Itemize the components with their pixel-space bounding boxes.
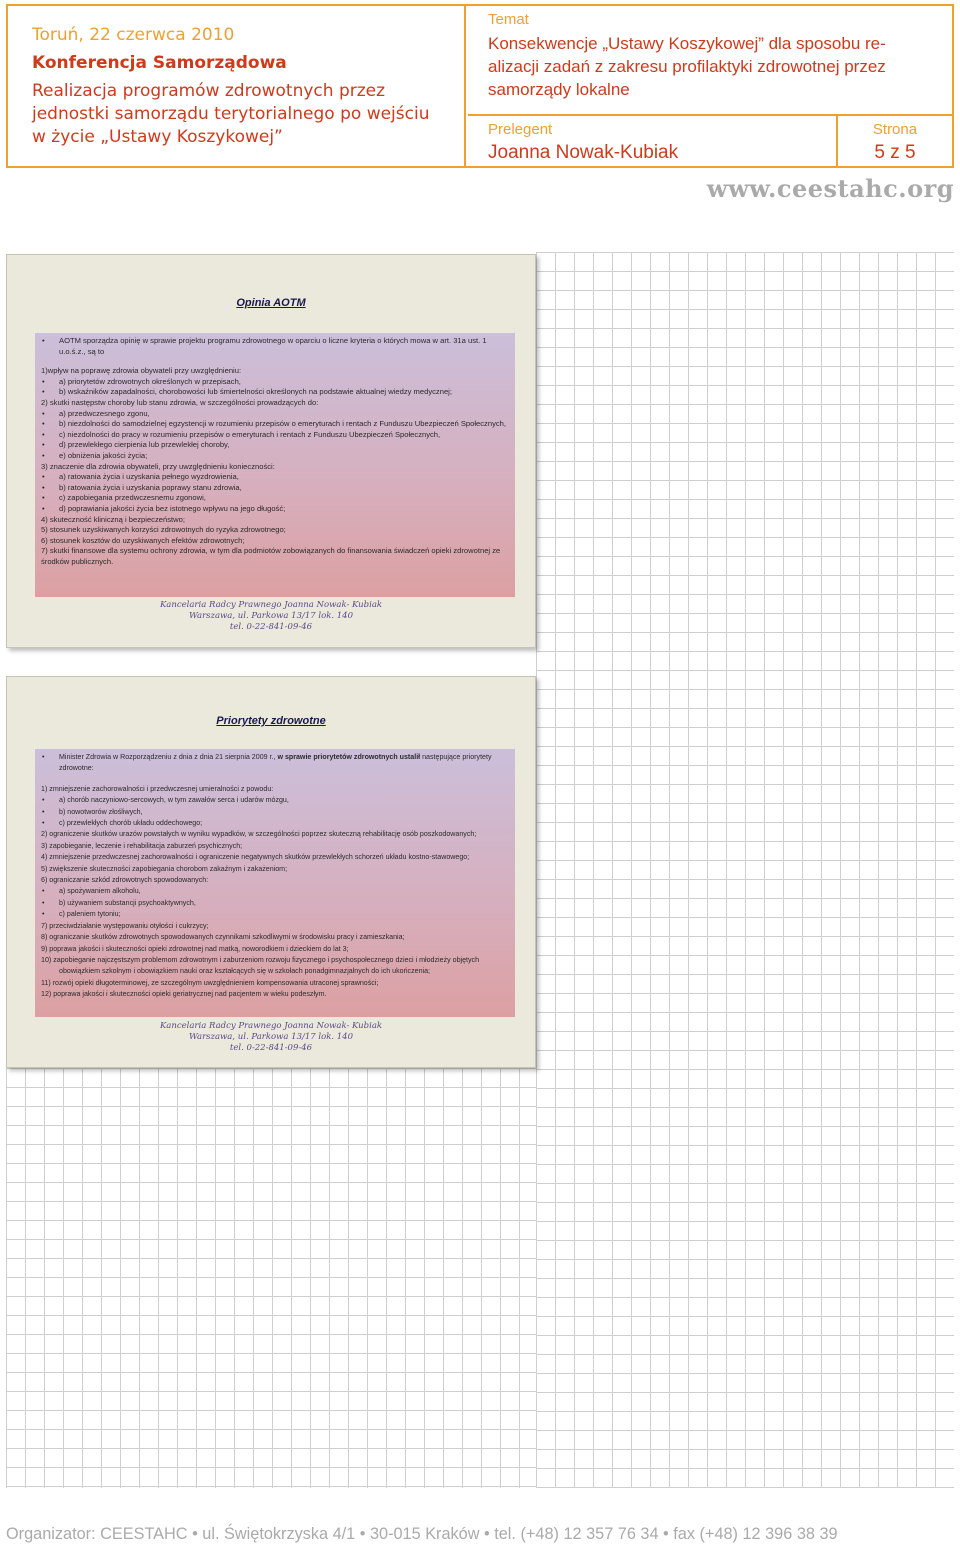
slide-content (35, 333, 515, 597)
bullet-item: • a) priorytetów zdrowotnych określonych w przepisach, (41, 377, 509, 388)
presentation-info (468, 6, 952, 166)
list-item (41, 752, 509, 775)
footer-line: tel. 0-22-841-09-46 (229, 1043, 313, 1053)
list-item: 9) poprawa jakości i skuteczności opieki zdrowotnej nad matką, noworodkiem i dzieckiem do lat 3; (41, 944, 349, 953)
list-item: 5) zwiększenie skuteczności zapobiegania chorobom zakaźnym i zakażeniom; (41, 864, 288, 873)
slide-footer (7, 600, 535, 633)
notes-grid (536, 252, 954, 1488)
slide-title: Priorytety zdrowotne (216, 715, 326, 727)
topic-cell (468, 6, 952, 116)
list-item: 3) znaczenie dla zdrowia obywateli, przy uwzględnieniu konieczności: (41, 461, 275, 471)
list-item: 11) rozwój opieki długoterminowej, ze szczególnym uwzględnieniem kompensowania utraconej sprawności; (41, 978, 379, 987)
document-header (6, 4, 954, 168)
bullet-item: • b) wskaźników zapadalności, chorobowości lub śmiertelności określonych na podstawie aktualnej wiedzy medycznej; (41, 387, 509, 398)
bullet-item: • a) przedwczesnego zgonu, (41, 409, 509, 420)
conference-info (8, 6, 466, 166)
footer-line: Kancelaria Radcy Prawnego Joanna Nowak- Kubiak (159, 1021, 383, 1031)
list-item: 6) ograniczanie szkód zdrowotnych spowodowanych: (41, 876, 209, 885)
slide-content (35, 749, 515, 1017)
speaker-cell (468, 116, 838, 166)
footer-line: Kancelaria Radcy Prawnego Joanna Nowak- Kubiak (159, 600, 383, 610)
topic-line: alizacji zadań z zakresu profilaktyki zdrowotnej przez (488, 57, 886, 76)
footer-line: tel. 0-22-841-09-46 (229, 622, 313, 632)
list-item: 2) ograniczenie skutków urazów powstałych w wyniku wypadków, w szczególności poprzez skuteczną rehabilitację osób poszkodowanych; (41, 830, 477, 839)
website-link[interactable]: www.ceestahc.org (706, 174, 954, 203)
list-item: 7) przeciwdziałanie występowaniu otyłości i cukrzycy; (41, 921, 209, 930)
conference-date: Toruń, 22 czerwca 2010 (32, 25, 235, 45)
intro-bold: w sprawie priorytetów zdrowotnych ustalił (277, 753, 421, 761)
conference-description (32, 80, 464, 149)
intro-text-end: następujące priorytety zdrowotne: (59, 753, 492, 773)
list-item: 8) ograniczanie skutków zdrowotnych spowodowanych czynnikami szkodliwymi w środowisku pracy i zamieszkania; (41, 933, 405, 942)
footer-line: Warszawa, ul. Parkowa 13/17 lok. 140 (189, 1032, 353, 1042)
intro-text: Minister Zdrowia w Rozporządzeniu z dnia z dnia 21 sierpnia 2009 r., (59, 753, 278, 761)
bullet-item: • d) poprawiania jakości życia bez istotnego wpływu na jego długość; (41, 504, 509, 515)
bullet-item: • c) przewlekłych chorób układu oddechowego; (41, 818, 509, 829)
spacer (41, 357, 509, 366)
list-item: 12) poprawa jakości i skuteczności opieki geriatrycznej nad pacjentem w wieku podeszłym. (41, 990, 327, 999)
topic-text (488, 32, 952, 101)
footer-line: Warszawa, ul. Parkowa 13/17 lok. 140 (189, 611, 353, 621)
list-item: 6) stosunek kosztów do uzyskiwanych efektów zdrowotnych; (41, 535, 245, 545)
spacer (41, 775, 509, 784)
bullet-item: • a) ratowania życia i uzyskania pełnego wyzdrowienia, (41, 472, 509, 483)
conference-description-line: jednostki samorządu terytorialnego po wejściu (32, 104, 430, 124)
list-item: 5) stosunek uzyskiwanych korzyści zdrowotnych do ryzyka zdrowotnego; (41, 525, 286, 535)
bullet-item: • c) niezdolności do pracy w rozumieniu przepisów o emeryturach i rentach z Funduszu Ubezpieczeń Społecznych, (41, 430, 509, 441)
slide-opinia-aotm (6, 254, 536, 648)
list-item: 4) zmniejszenie przedwczesnej zachorowalności i ograniczenie negatywnych skutków przewlekłych schorzeń układu kostno-stawowego; (41, 853, 470, 862)
conference-description-line: w życie „Ustawy Koszykowej” (32, 127, 283, 147)
topic-line: samorządy lokalne (488, 80, 630, 99)
speaker-label: Prelegent (488, 121, 553, 138)
page-number: 5 z 5 (874, 142, 916, 163)
conference-title: Konferencja Samorządowa (32, 53, 287, 73)
bullet-item: • c) zapobiegania przedwczesnemu zgonowi, (41, 493, 509, 504)
bullet-item: • b) nowotworów złośliwych, (41, 807, 509, 818)
speaker-name: Joanna Nowak-Kubiak (488, 142, 679, 163)
bullet-item: • a) spożywaniem alkoholu, (41, 886, 509, 897)
organizer-footer: Organizator: CEESTAHC • ul. Świętokrzyska 4/1 • 30-015 Kraków • tel. (+48) 12 357 76 34 • fax (+48) 12 396 38 39 (6, 1525, 838, 1543)
slide-footer (7, 1021, 535, 1054)
bullet-item: • b) ratowania życia i uzyskania poprawy stanu zdrowia, (41, 483, 509, 494)
bullet-item: • b) niezdolności do samodzielnej egzystencji w rozumieniu przepisów o emeryturach i rentach z Funduszu Ubezpieczeń Społecznych, (41, 419, 509, 430)
conference-description-line: Realizacja programów zdrowotnych przez (32, 81, 386, 101)
notes-grid-lower (6, 1068, 536, 1488)
bullet-item: • d) przewlekłego cierpienia lub przewlekłej choroby, (41, 440, 509, 451)
bullet-item: • AOTM sporządza opinię w sprawie projektu programu zdrowotnego w oparciu o liczne kryteria o których mowa w art. 31a ust. 1 u.o.ś.z., są to (41, 336, 509, 357)
bullet-item: • a) chorób naczyniowo-sercowych, w tym zawałów serca i udarów mózgu, (41, 795, 509, 806)
slide-priorytety-zdrowotne (6, 676, 536, 1068)
topic-line: Konsekwencje „Ustawy Koszykowej” dla sposobu re- (488, 34, 886, 53)
page-label: Strona (872, 121, 918, 138)
list-item: 2) skutki następstw choroby lub stanu zdrowia, w szczególności prowadzących do: (41, 397, 319, 407)
list-item: 3) zapobieganie, leczenie i rehabilitacja zaburzeń psychicznych; (41, 841, 243, 850)
list-item: 1) zmniejszenie zachorowalności i przedwczesnej umieralności z powodu: (41, 784, 274, 793)
bullet-item: • e) obniżenia jakości życia; (41, 451, 509, 462)
list-item: 10) zapobieganie najczęstszym problemom zdrowotnym i zaburzeniom rozwoju fizycznego i psychospołecznego dzieci i młodzieży objętych obowiązkiem szkolnym i obowiązkiem nauki oraz kształcących się w szkołach ponadgimnazjalnych do ich ukończenia; (41, 955, 480, 976)
list-item: 4) skuteczność kliniczną i bezpieczeństwo; (41, 514, 185, 524)
list-item: 1)wpływ na poprawę zdrowia obywateli przy uwzględnieniu: (41, 366, 242, 376)
page-cell (838, 116, 952, 166)
bullet-item: • c) paleniem tytoniu; (41, 909, 509, 920)
slide-title: Opinia AOTM (236, 297, 306, 309)
bullet-item: • b) używaniem substancji psychoaktywnych, (41, 898, 509, 909)
list-item: 7) skutki finansowe dla systemu ochrony zdrowia, w tym dla podmiotów zobowiązanych do finansowania świadczeń opieki zdrowotnej ze środków publicznych. (41, 546, 501, 566)
topic-label: Temat (488, 11, 529, 28)
